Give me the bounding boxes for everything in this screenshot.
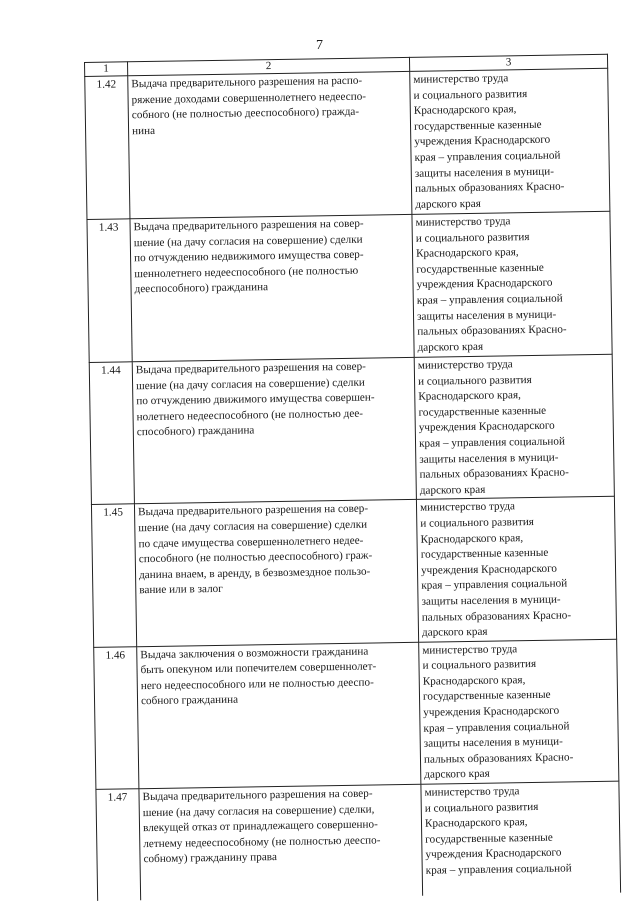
text-line: Выдача предварительного разрешения на совер- (135, 360, 366, 377)
text-line: Выдача предварительного разрешения на распо- (131, 74, 363, 91)
text-line: шение (на дачу согласия на совершение) сделки, (142, 803, 375, 819)
text-line: Краснодарского края, (415, 246, 519, 260)
page-number: 7 (316, 38, 323, 53)
text-line: по сдаче имущества совершеннолетнего недее- (138, 534, 364, 550)
text-line: министерство труда (419, 500, 516, 515)
service-name (128, 71, 412, 218)
text-line: учреждения Краснодарского (416, 277, 553, 292)
text-line: Краснодарского края, (422, 674, 526, 688)
authority (410, 68, 610, 214)
text-line: собного гражданина (140, 694, 239, 708)
text-line: Выдача предварительного разрешения на совер- (133, 217, 364, 234)
table-row (87, 211, 612, 362)
text-line: летнему недееспособному (не полностью дееспо- (143, 834, 381, 850)
text-line: дарского края (415, 197, 481, 211)
text-line: собного (не полностью дееспособного) гражда- (131, 105, 360, 122)
text-line: учреждения Краснодарского (420, 562, 558, 577)
text-line: пальных образованиях Красно- (421, 608, 572, 624)
text-line: пальных образованиях Красно- (414, 180, 565, 195)
text-line: Выдача предварительного разрешения на совер- (137, 502, 369, 519)
text-line: Краснодарского края, (420, 531, 524, 546)
table-row (91, 497, 616, 648)
service-name (134, 500, 418, 647)
text-line: нолетнего недееспособного (не полностью дее- (136, 407, 364, 423)
text-line: шение (на дачу согласия на совершение) сделки (138, 518, 368, 535)
text-line: государственные казенные (416, 261, 544, 276)
text-line: по отчуждению недвижимого имущества совер- (133, 248, 364, 265)
text-line: государственные казенные (422, 689, 551, 704)
header-col-1: 1 (85, 62, 128, 77)
row-number: 1.43 (87, 219, 132, 363)
text-line: защиты населения в муници- (421, 593, 561, 608)
authority (414, 354, 614, 499)
text-line: и социального развития (424, 800, 539, 815)
text-line: министерство труда (415, 215, 511, 229)
text-line: защиты населения в муници- (414, 165, 554, 180)
header-col-2: 2 (128, 57, 410, 75)
text-line: дееспособного) гражданина (134, 281, 269, 296)
text-line: государственные казенные (420, 546, 549, 561)
text-line: собному) гражданину права (143, 851, 277, 866)
table-row (89, 354, 614, 505)
text-line: Краснодарского края, (424, 816, 528, 830)
text-line: и социального развития (420, 515, 534, 530)
text-line: способного (не полностью дееспособного) граж- (138, 549, 373, 566)
authority (416, 497, 616, 642)
text-line: дарского края (419, 483, 486, 497)
text-line: защиты населения в муници- (419, 451, 559, 466)
row-number: 1.44 (89, 362, 134, 505)
text-line: министерство труда (424, 785, 520, 799)
text-line: шеннолетнего недееспособного (не полностью (134, 264, 359, 281)
text-line: быть опекуном или попечителем совершеннолет- (140, 660, 377, 677)
text-line: Краснодарского края, (418, 389, 521, 403)
text-line: Краснодарского края, (413, 103, 517, 118)
service-name (130, 214, 414, 361)
service-name (137, 642, 421, 789)
text-line: дарского края (417, 340, 484, 354)
text-line: дарского края (421, 625, 488, 639)
text-line: и социального развития (417, 373, 532, 388)
authority (421, 781, 621, 896)
row-number: 1.45 (91, 504, 136, 647)
text-line: него недееспособного или не полностью дееспо- (140, 676, 374, 693)
service-name (132, 357, 416, 504)
table-row (85, 68, 610, 219)
text-line: государственные казенные (413, 118, 542, 133)
text-line: шение (на дачу согласия на совершение) сделки (135, 376, 365, 392)
authority (419, 639, 619, 784)
text-line: влекущей отказ от принадлежащего совершенно- (142, 818, 378, 835)
text-line: защиты населения в муници- (423, 735, 563, 750)
text-line: края – управления социальной (416, 292, 563, 307)
text-line: по отчуждению движимого имущества совершен- (136, 391, 375, 408)
text-line: пальных образованиях Красно- (419, 466, 569, 481)
text-line: учреждения Краснодарского (425, 847, 562, 862)
text-line: и социального развития (413, 87, 528, 102)
table-row (94, 639, 619, 790)
text-line: учреждения Краснодарского (414, 134, 551, 149)
text-line: ряжение доходами совершеннолетнего недееспо- (131, 90, 367, 106)
row-number: 1.46 (94, 646, 139, 789)
text-line: края – управления социальной (425, 862, 572, 877)
text-line: пальных образованиях Красно- (417, 323, 567, 338)
text-line: министерство труда (422, 642, 518, 657)
text-line: Выдача заключения о возможности гражданина (140, 645, 369, 661)
text-line: учреждения Краснодарского (423, 704, 560, 719)
row-number: 1.47 (96, 789, 141, 901)
text-line: способного) гражданина (136, 424, 255, 439)
text-line: государственные казенные (418, 404, 547, 419)
text-line: края – управления социальной (414, 149, 561, 164)
text-line: Выдача предварительного разрешения на совер- (142, 787, 373, 804)
text-line: данина внаем, в аренду, в безвозмездное пользо- (138, 565, 371, 581)
text-line: защиты населения в муници- (416, 308, 557, 323)
text-line: края – управления социальной (418, 435, 566, 450)
text-line: нина (131, 124, 156, 138)
text-line: министерство труда (417, 358, 513, 372)
text-line: шение (на дачу согласия на совершение) сделки (133, 233, 363, 249)
text-line: вание или в залог (139, 583, 223, 597)
text-line: министерство труда (413, 72, 509, 86)
text-line: края – управления социальной (421, 577, 568, 593)
text-line: учреждения Краснодарского (418, 420, 555, 435)
row-number: 1.42 (85, 76, 130, 220)
authority (412, 211, 612, 357)
header-col-3: 3 (409, 54, 607, 71)
text-line: и социального развития (415, 230, 530, 245)
text-line: дарского края (424, 768, 490, 782)
table-row (96, 781, 621, 901)
service-name (139, 784, 423, 900)
text-line: государственные казенные (425, 831, 553, 846)
text-line: края – управления социальной (423, 720, 570, 735)
text-line: пальных образованиях Красно- (423, 751, 574, 766)
text-line: и социального развития (422, 658, 537, 673)
services-table (84, 54, 621, 901)
